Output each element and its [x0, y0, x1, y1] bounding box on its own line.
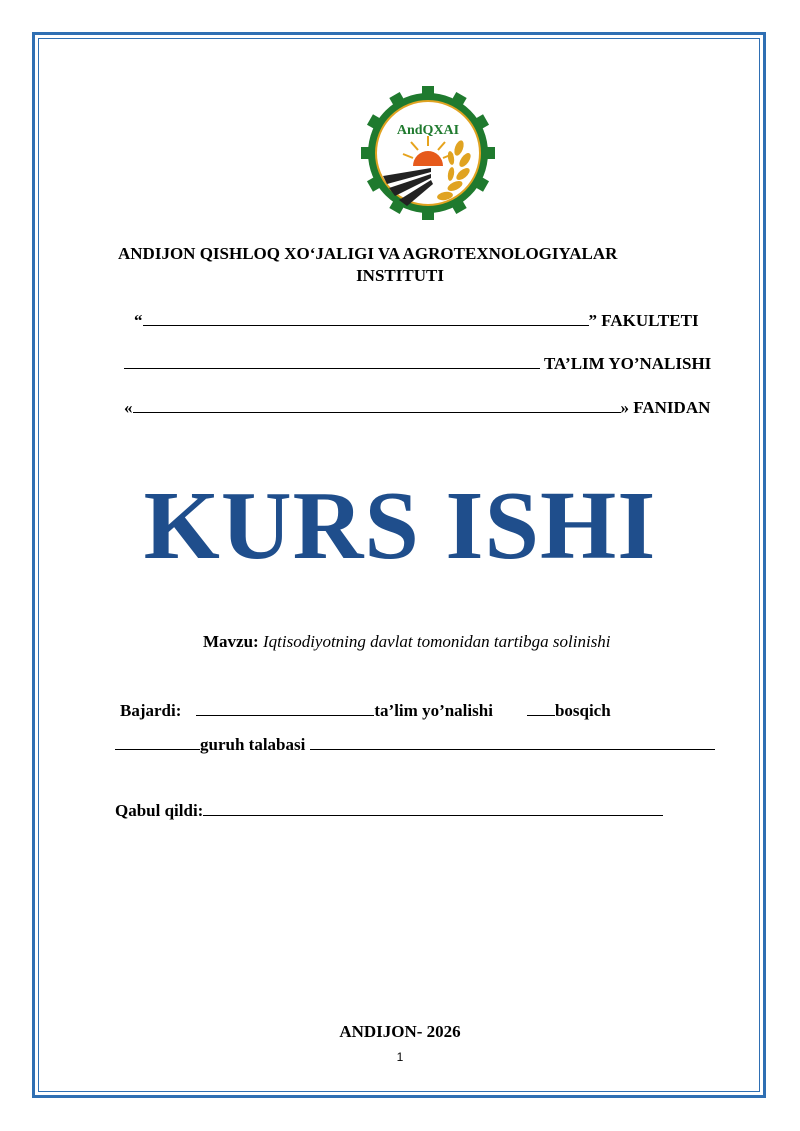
- document-title: KURS ISHI: [143, 472, 657, 580]
- accepted-label: Qabul qildi:: [115, 801, 204, 820]
- group-blank[interactable]: [115, 733, 200, 750]
- performed-stage-label: bosqich: [554, 701, 611, 720]
- subject-blank[interactable]: [133, 396, 621, 413]
- accepted-blank[interactable]: [203, 799, 663, 816]
- subject-label: » FANIDAN: [620, 398, 711, 417]
- topic-line: [203, 632, 611, 652]
- faculty-blank[interactable]: [143, 309, 589, 326]
- institute-name-line1: ANDIJON QISHLOQ XO‘JALIGI VA AGROTEXNOLOGIYALAR: [118, 244, 618, 263]
- topic-value: Iqtisodiyotning davlat tomonidan tartibga solinishi: [258, 632, 611, 651]
- direction-field[interactable]: [124, 352, 711, 374]
- performed-label: Bajardi:: [120, 701, 182, 720]
- student-direction-blank[interactable]: [196, 699, 374, 716]
- subject-field[interactable]: [124, 396, 710, 418]
- footer-city-year: ANDIJON- 2026: [339, 1022, 461, 1041]
- page-number: 1: [396, 1050, 404, 1064]
- institute-logo-icon: [361, 86, 495, 220]
- performed-line2: [115, 733, 715, 755]
- institute-name-line2: INSTITUTI: [356, 266, 444, 285]
- subject-open-quote: «: [124, 398, 133, 417]
- faculty-label: ” FAKULTETI: [588, 311, 699, 330]
- faculty-field[interactable]: [134, 309, 699, 331]
- logo-text: AndQXAI: [396, 123, 460, 138]
- topic-label: Mavzu:: [203, 632, 259, 651]
- performed-line1: [120, 699, 611, 721]
- direction-label: TA’LIM YO’NALISHI: [540, 354, 712, 373]
- accepted-line: [115, 799, 663, 821]
- performed-group-label: guruh talabasi: [200, 735, 306, 754]
- stage-blank[interactable]: [527, 699, 555, 716]
- faculty-open-quote: “: [134, 311, 143, 330]
- direction-blank[interactable]: [124, 352, 540, 369]
- performed-direction-label: ta’lim yo’nalishi: [374, 701, 493, 720]
- student-name-blank[interactable]: [310, 733, 715, 750]
